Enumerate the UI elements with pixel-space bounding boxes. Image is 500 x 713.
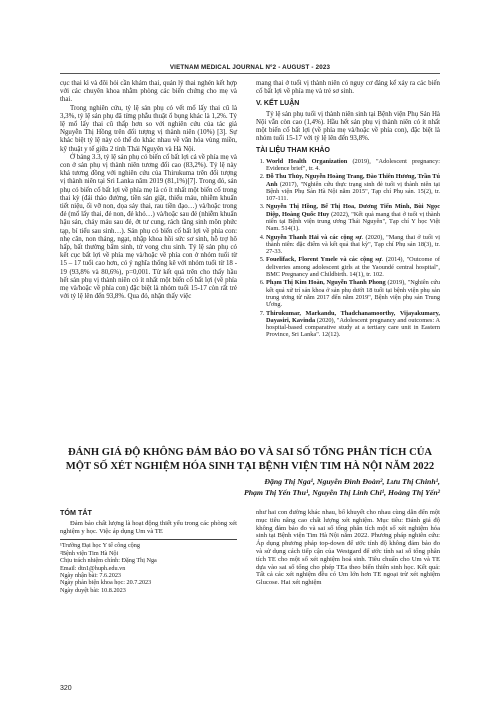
reference-item: 3. Nguyễn Thị Hồng, Bế Thị Hoa, Dương Tiến Minh, Bùi Ngọc Diệp, Hoàng Quốc Huy (2022), "Kết quả mang thai ở tuổi vị thành niên tại Bệnh viện trung ương Thái Nguyên", Tạp chí Y học Việt Nam. 514(1). — [266, 203, 440, 232]
note-line: Ngày phản biện khoa học: 20.7.2023 — [60, 579, 152, 587]
reference-item: 2. Đỗ Thu Thủy, Nguyễn Hoàng Trang, Đào Thiên Hương, Trần Tú Anh (2017), "Nghiên cứu thực trạng sinh đẻ tuổi vị thành niên tại Bệnh viện Phụ Sản Hà Nội năm 2015", Tạp chí Phụ sản. 15(2), tr. 107-111. — [266, 173, 440, 202]
summary-paragraph: Đảm bảo chất lượng là hoạt động thiết yếu trong các phòng xét nghiệm y học. Việc áp dụng Um và TE — [60, 519, 237, 535]
reference-item: 7. Thirukumar, Markandu, Thadchanamoorthy, Vijayakumary, Dayasiri, Kavinda (2020), "Adolescent pregnancy and outcomes: A hospital-based comparative study at a tertiary care unit in Eastern Province, Sri Lanka". 12(12). — [266, 310, 440, 339]
paragraph: Trong nghiên cứu, tỷ lệ sản phụ có vết mổ lấy thai cũ là 3,3%, tỷ lệ sản phụ đã từng phẫu thuật ổ bụng khác là 1,2%. Tỷ lệ mổ lấy thai cũ thấp hơn so với nghiên cứu của tác giả Nguyễn Thị Hồng trên đối tượng vị thành niên (10%) [3]. Sự khác biệt tỷ lệ này có thể do khác nhau về văn hóa vùng miền, kỹ thuật y tế giữa 2 tỉnh Thái Nguyên và Hà Nội. — [60, 104, 237, 153]
article-title: ĐÁNH GIÁ ĐỘ KHÔNG ĐẢM BẢO ĐO VÀ SAI SỐ TỔNG PHÂN TÍCH CỦA MỘT SỐ XÉT NGHIỆM HÓA SINH TẠI BỆNH VIỆN TIM HÀ NỘI NĂM 2022 — [65, 447, 435, 472]
abstract-left — [60, 509, 237, 594]
note-line: Ngày duyệt bài: 10.8.2023 — [60, 586, 126, 594]
reference-item: 1. World Health Organization (2019), "Adolescent pregnancy: Evidence brief", tr. 4. — [266, 158, 440, 173]
note-line: Chịu trách nhiệm chính: Đặng Thị Nga — [60, 557, 157, 565]
page-number: 320 — [60, 685, 72, 692]
left-column — [60, 80, 237, 301]
reference-item: 4. Nguyễn Thanh Hải và các cộng sự. (2020), "Mang thai ở tuổi vị thành niên: đặc điểm và kết quả thai kỳ", Tạp chí Phụ sản 18(3), tr. 27-33. — [266, 234, 440, 256]
author-notes — [60, 539, 237, 594]
reference-item: 6. Phạm Thị Kim Hoàn, Nguyễn Thanh Phong (2019), "Nghiên cứu kết quả xử trí sản khoa ở sản phụ dưới 18 tuổi tại bệnh viện phụ sản trung ương từ năm 2017 đến năm 2019", Bệnh viện phụ sản Trung Ương. — [266, 279, 440, 308]
note-line: Ngày nhận bài: 7.6.2023 — [60, 572, 122, 580]
paragraph: Ở bảng 3.3, tỷ lệ sản phụ có biến cố bất lợi cả về phía mẹ và con ở sản phụ vị thành niên tương đối cao (83,2%). Tỷ lệ này khá tương đồng với nghiên cứu của Thirukuma trên đối tượng vị thành niên tại Sri Lanka năm 2019 (81,1%)[7]. Trong đó, sản phụ có biến cố bất lợi về phía mẹ là có ít nhất một biến cố trong thai kỳ (đái tháo đường, tiền sản giật, thiếu máu, nhiễm khuẩn tiết niệu, ối vỡ non, dọa sảy thai, rau tiền đạo…) và/hoặc trong đẻ (mổ lấy thai, đẻ non, đẻ khó…) và/hoặc sau đẻ (nhiễm khuẩn hậu sản, chảy máu sau đẻ, ớt tư cung, rách tầng sinh môn phức tạp, bí tiểu sau sinh…). Sản phụ có biến cố bất lợi về phía con: nhẹ cân, non tháng, ngạt, nhập khoa hồi sức sơ sinh, hỗ trợ hô hấp, bất thường bẩm sinh, tử vong chu sinh. Tỷ lệ sản phụ có kết cục bất lợi về phía mẹ và/hoặc về phía con ở nhóm tuổi từ 15 – 17 tuổi cao hơn, có ý nghĩa thống kê với nhóm tuổi từ 18 - 19 (93,8% và 80,6%), p=0,001. Từ kết quả trên cho thấy hầu hết sản phụ vị thành niên có ít nhất một biến cố bất lợi (về phía mẹ và/hoặc về phía con) đặc biệt là nhóm tuổi 15-17 còn rất trẻ với tỷ lệ lên đến 93,8%. Qua đó, nhận thấy việc — [60, 153, 237, 301]
right-column — [256, 80, 440, 340]
author-list — [190, 477, 440, 498]
summary-paragraph: như hai con đường khác nhau, bổ khuyết cho nhau cùng dẫn đến một mục tiêu nâng cao chất lượng xét nghiệm. Mục tiêu: Đánh giá độ không đảm bảo đo và sai số tổng phân tích một số xét nghiệm hóa sinh tại Bệnh viện Tim Hà Nội năm 2022. Phương pháp nghiên cứu: Áp dụng phương pháp top-down để ước tính độ không đảm bảo đo và sử dụng cách tiếp cận của Westgard để ước tính sai số tổng phân tích TE cho một số xét nghiệm hoá sinh. Tiêu chuẩn cho Um và TE dựa vào sai số tổng cho phép TEa theo biến thiên sinh học. Kết quả: Tất cả các xét nghiệm đều có Um lớn hơn TE ngoại trừ xét nghiệm Glucose. Hai xét nghiệm — [256, 509, 440, 587]
authors-line: Phạm Thị Yến Thu¹, Nguyễn Thị Linh Chi¹, Hoàng Thị Yến² — [243, 487, 440, 497]
note-line: ¹Trường Đại học Y tế công cộng — [60, 542, 140, 550]
note-line: Email: dtn1@huph.edu.vn — [60, 564, 126, 572]
references-heading: TÀI LIỆU THAM KHẢO — [256, 147, 330, 155]
reference-item: 5. Fouelifack, Florent Ymele và các cộng sự. (2014), "Outcome of deliveries among adolescent girls at the Yaoundé central hospital", BMC Pregnancy and Childbirth. 14(1), tr. 102. — [266, 256, 440, 278]
reference-list — [256, 158, 440, 339]
header-rule — [60, 73, 440, 74]
journal-header: VIETNAM MEDICAL JOURNAL Nº2 - AUGUST - 2023 — [169, 64, 331, 71]
note-line: ²Bệnh viện Tim Hà Nội — [60, 549, 119, 557]
abstract-right — [256, 509, 440, 587]
paragraph: mang thai ở tuổi vị thành niên có nguy cơ đáng kể xảy ra các biến cố bất lợi về phía mẹ và trẻ sơ sinh. — [256, 80, 440, 96]
paragraph: cục thai kì và đôi hỏi cần khám thai, quản lý thai nghén kết hợp với các chuyên khoa nhằm phòng các biến chứng cho mẹ và thai. — [60, 80, 237, 104]
authors-line: Đặng Thị Nga¹, Nguyễn Đình Đoàn², Lưu Thị Chinh¹, — [264, 477, 440, 486]
conclusion-paragraph: Tỷ lệ sản phụ tuổi vị thành niên sinh tại Bệnh viện Phụ Sản Hà Nội vẫn còn cao (1,4%). Hầu hết sản phụ vị thành niên có ít nhất một biến cố bất lợi (về phía mẹ và/hoặc về phía con), đặc biệt là nhóm tuổi 15-17 với tỷ lệ lên đến 93,8%. — [256, 110, 440, 143]
summary-heading: TÓM TẮT — [60, 508, 92, 517]
conclusion-heading: V. KẾT LUẬN — [256, 100, 300, 108]
